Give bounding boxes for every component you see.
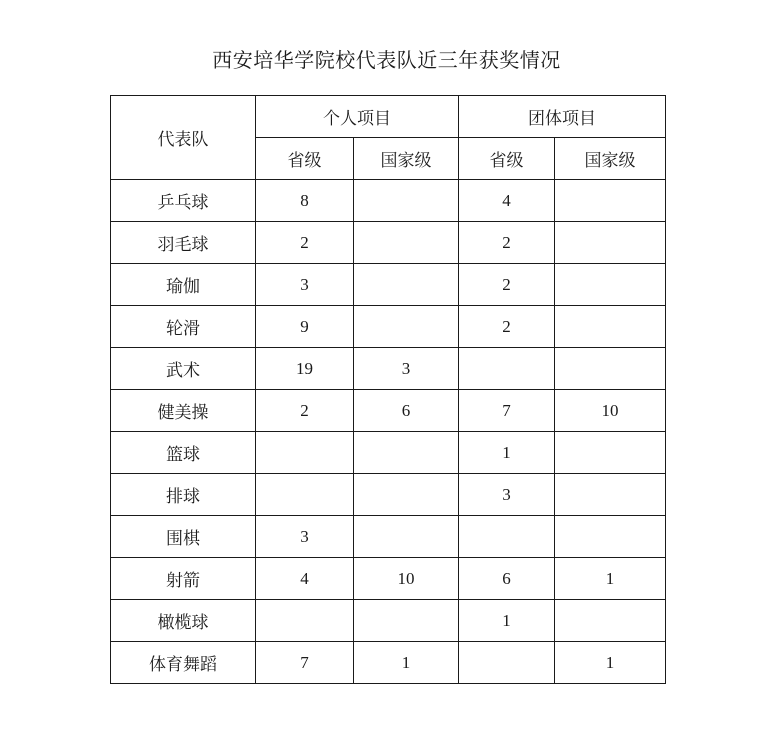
team-provincial-cell: 4 [459, 180, 555, 222]
individual-provincial-cell: 8 [256, 180, 354, 222]
table-row [111, 180, 666, 222]
team-national-cell [555, 306, 666, 348]
individual-national-cell: 6 [354, 390, 459, 432]
table-row [111, 222, 666, 264]
team-provincial-cell: 2 [459, 264, 555, 306]
individual-national-cell [354, 180, 459, 222]
team-national-cell: 10 [555, 390, 666, 432]
team-provincial-cell: 3 [459, 474, 555, 516]
table-row [111, 264, 666, 306]
individual-provincial-cell: 9 [256, 306, 354, 348]
team-national-cell [555, 432, 666, 474]
team-national-header: 国家级 [555, 138, 666, 180]
team-provincial-header: 省级 [459, 138, 555, 180]
team-national-cell [555, 348, 666, 390]
table-row [111, 432, 666, 474]
team-provincial-cell: 7 [459, 390, 555, 432]
team-provincial-cell: 1 [459, 432, 555, 474]
team-name-cell: 体育舞蹈 [111, 642, 256, 684]
individual-provincial-cell: 3 [256, 264, 354, 306]
individual-provincial-header: 省级 [256, 138, 354, 180]
team-name-cell: 轮滑 [111, 306, 256, 348]
team-column-header: 代表队 [111, 96, 256, 180]
individual-national-header: 国家级 [354, 138, 459, 180]
individual-events-header: 个人项目 [256, 96, 459, 138]
individual-provincial-cell [256, 432, 354, 474]
table-row [111, 390, 666, 432]
team-provincial-cell: 6 [459, 558, 555, 600]
team-provincial-cell [459, 348, 555, 390]
table-row [111, 306, 666, 348]
team-provincial-cell: 1 [459, 600, 555, 642]
team-national-cell [555, 474, 666, 516]
team-name-cell: 武术 [111, 348, 256, 390]
table-header [111, 96, 666, 180]
team-provincial-cell: 2 [459, 222, 555, 264]
team-name-cell: 围棋 [111, 516, 256, 558]
team-name-cell: 排球 [111, 474, 256, 516]
individual-national-cell: 1 [354, 642, 459, 684]
team-national-cell [555, 516, 666, 558]
individual-national-cell: 10 [354, 558, 459, 600]
team-national-cell [555, 222, 666, 264]
table-row [111, 348, 666, 390]
team-name-cell: 射箭 [111, 558, 256, 600]
team-events-header: 团体项目 [459, 96, 666, 138]
team-name-cell: 篮球 [111, 432, 256, 474]
individual-national-cell [354, 222, 459, 264]
individual-provincial-cell [256, 474, 354, 516]
table-row [111, 642, 666, 684]
individual-provincial-cell: 7 [256, 642, 354, 684]
team-national-cell [555, 264, 666, 306]
individual-provincial-cell: 3 [256, 516, 354, 558]
table-row [111, 474, 666, 516]
individual-national-cell: 3 [354, 348, 459, 390]
individual-national-cell [354, 264, 459, 306]
table-row [111, 516, 666, 558]
individual-national-cell [354, 306, 459, 348]
team-provincial-cell: 2 [459, 306, 555, 348]
table-row [111, 600, 666, 642]
individual-provincial-cell [256, 600, 354, 642]
individual-national-cell [354, 516, 459, 558]
awards-table [110, 95, 666, 684]
team-national-cell [555, 600, 666, 642]
individual-national-cell [354, 600, 459, 642]
individual-provincial-cell: 2 [256, 390, 354, 432]
team-provincial-cell [459, 516, 555, 558]
individual-national-cell [354, 432, 459, 474]
document-title: 西安培华学院校代表队近三年获奖情况 [212, 48, 561, 72]
team-national-cell [555, 180, 666, 222]
individual-provincial-cell: 2 [256, 222, 354, 264]
individual-provincial-cell: 4 [256, 558, 354, 600]
team-provincial-cell [459, 642, 555, 684]
team-national-cell: 1 [555, 642, 666, 684]
team-name-cell: 橄榄球 [111, 600, 256, 642]
header-row-groups [111, 96, 666, 138]
individual-national-cell [354, 474, 459, 516]
individual-provincial-cell: 19 [256, 348, 354, 390]
team-name-cell: 羽毛球 [111, 222, 256, 264]
table-row [111, 558, 666, 600]
team-name-cell: 健美操 [111, 390, 256, 432]
team-name-cell: 瑜伽 [111, 264, 256, 306]
table-body [111, 180, 666, 684]
team-name-cell: 乒乓球 [111, 180, 256, 222]
team-national-cell: 1 [555, 558, 666, 600]
